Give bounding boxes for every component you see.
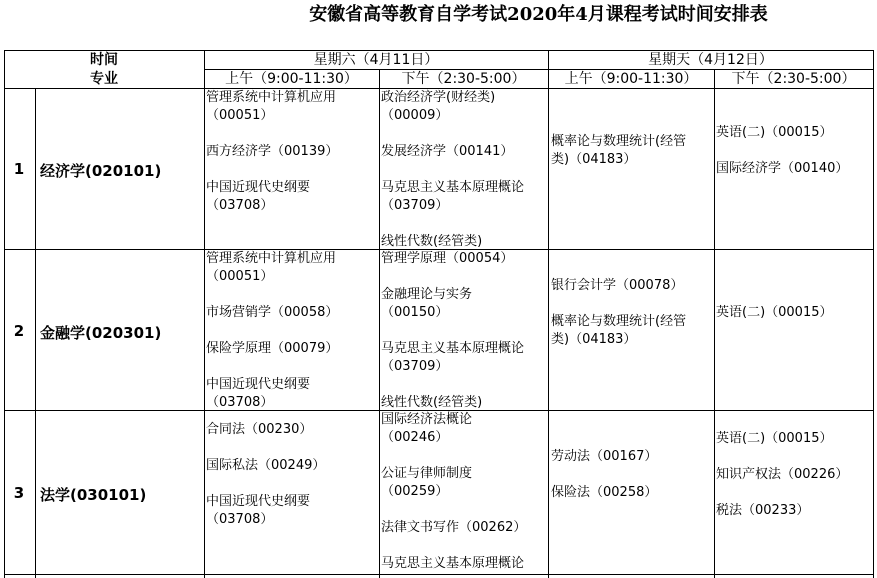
sun-pm-cell — [716, 304, 833, 322]
line-spacer — [381, 125, 524, 143]
course-line: （03709） — [381, 198, 449, 213]
course-line: （03708） — [206, 198, 274, 213]
sun-pm-cell — [716, 124, 848, 178]
course-line: 国际私法（00249） — [206, 458, 326, 473]
header-sunday: 星期天（4月12日） — [648, 52, 773, 68]
line-spacer — [206, 439, 325, 457]
course-line: （00150） — [381, 305, 449, 320]
border-right — [873, 50, 874, 578]
course-line: 管理系统中计算机应用 — [206, 251, 337, 266]
course-line: 线性代数(经管类) — [381, 234, 483, 249]
course-line: （00051） — [206, 108, 274, 123]
major-name: 金融学(020301) — [40, 324, 162, 342]
line-spacer — [381, 537, 526, 555]
line-spacer — [206, 161, 338, 179]
course-line: （00009） — [381, 108, 449, 123]
course-line: 发展经济学（00141） — [381, 144, 514, 159]
col-divider-3 — [548, 50, 549, 578]
line-spacer — [381, 501, 526, 519]
line-spacer — [551, 295, 686, 313]
course-line: 管理系统中计算机应用 — [206, 90, 337, 105]
course-line: （03709） — [381, 359, 449, 374]
header-sat-pm: 下午（2:30-5:00） — [401, 71, 526, 87]
course-line: 概率论与数理统计(经管 — [551, 134, 687, 149]
major-name: 经济学(020101) — [40, 162, 162, 180]
course-line: 税法（00233） — [716, 503, 810, 518]
line-spacer — [716, 484, 848, 502]
course-line: 马克思主义基本原理概论 — [381, 341, 525, 356]
col-divider-4 — [714, 69, 715, 578]
line-spacer — [716, 448, 848, 466]
header-saturday: 星期六（4月11日） — [313, 52, 439, 68]
course-line: 劳动法（00167） — [551, 449, 658, 464]
course-line: （00246） — [381, 430, 449, 445]
course-line: 公证与律师制度 — [381, 466, 473, 481]
header-sun-pm: 下午（2:30-5:00） — [731, 71, 856, 87]
line-spacer — [381, 161, 524, 179]
line-spacer — [381, 268, 524, 286]
sat-pm-cell — [381, 250, 524, 412]
course-line: 西方经济学（00139） — [206, 144, 339, 159]
course-line: 英语(二)（00015） — [716, 125, 833, 140]
sat-am-cell — [206, 421, 325, 529]
line-spacer — [206, 475, 325, 493]
course-line: 马克思主义基本原理概论 — [381, 180, 525, 195]
course-line: 合同法（00230） — [206, 422, 313, 437]
course-line: （00259） — [381, 484, 449, 499]
row-number: 3 — [13, 484, 25, 502]
course-line: 保险学原理（00079） — [206, 341, 339, 356]
row-number: 1 — [13, 160, 25, 178]
course-line: 中国近现代史纲要 — [206, 180, 311, 195]
page-title: 安徽省高等教育自学考试2020年4月课程考试时间安排表 — [309, 4, 768, 25]
course-line: 国际经济法概论 — [381, 412, 473, 427]
course-line: （00051） — [206, 269, 274, 284]
course-line: 知识产权法（00226） — [716, 467, 849, 482]
sat-am-cell — [206, 89, 338, 215]
course-line: 英语(二)（00015） — [716, 431, 833, 446]
row-number: 2 — [13, 322, 25, 340]
header-time: 时间 — [90, 52, 118, 68]
course-line: 概率论与数理统计(经管 — [551, 314, 687, 329]
line-spacer — [206, 125, 338, 143]
line-spacer — [381, 447, 526, 465]
header-sun-am: 上午（9:00-11:30） — [564, 71, 698, 87]
course-line: 英语(二)（00015） — [716, 305, 833, 320]
major-name: 法学(030101) — [40, 486, 147, 504]
sat-pm-cell — [381, 89, 524, 251]
col-divider-1 — [204, 50, 205, 578]
course-line: 线性代数(经管类) — [381, 395, 483, 410]
course-line: 中国近现代史纲要 — [206, 377, 311, 392]
num-divider — [35, 88, 36, 578]
course-line: 管理学原理（00054） — [381, 251, 514, 266]
sat-am-cell — [206, 250, 338, 412]
sun-am-cell — [551, 277, 686, 349]
course-line: 政治经济学(财经类) — [381, 90, 496, 105]
line-spacer — [551, 466, 657, 484]
sat-pm-cell — [381, 411, 526, 573]
course-line: 市场营销学（00058） — [206, 305, 339, 320]
header-sat-am: 上午（9:00-11:30） — [225, 71, 358, 87]
course-line: 国际经济学（00140） — [716, 161, 849, 176]
line-spacer — [381, 376, 524, 394]
course-line: 金融理论与实务 — [381, 287, 473, 302]
course-line: 中国近现代史纲要 — [206, 494, 311, 509]
line-spacer — [206, 358, 338, 376]
course-line: （03708） — [206, 512, 274, 527]
line-spacer — [716, 142, 848, 160]
line-spacer — [381, 322, 524, 340]
course-line: （03708） — [206, 395, 274, 410]
course-line: 马克思主义基本原理概论 — [381, 556, 525, 571]
course-line: 类)（04183） — [551, 332, 637, 347]
sun-am-cell — [551, 448, 657, 502]
sun-pm-cell — [716, 430, 848, 520]
line-spacer — [381, 215, 524, 233]
course-line: 法律文书写作（00262） — [381, 520, 527, 535]
course-line: 银行会计学（00078） — [551, 278, 684, 293]
col-divider-2 — [379, 69, 380, 578]
course-line: 类)（04183） — [551, 152, 637, 167]
course-line: 保险法（00258） — [551, 485, 658, 500]
line-spacer — [206, 286, 338, 304]
header-major: 专业 — [90, 71, 118, 87]
sun-am-cell — [551, 133, 686, 169]
row-divider-3 — [4, 574, 874, 575]
line-spacer — [206, 322, 338, 340]
